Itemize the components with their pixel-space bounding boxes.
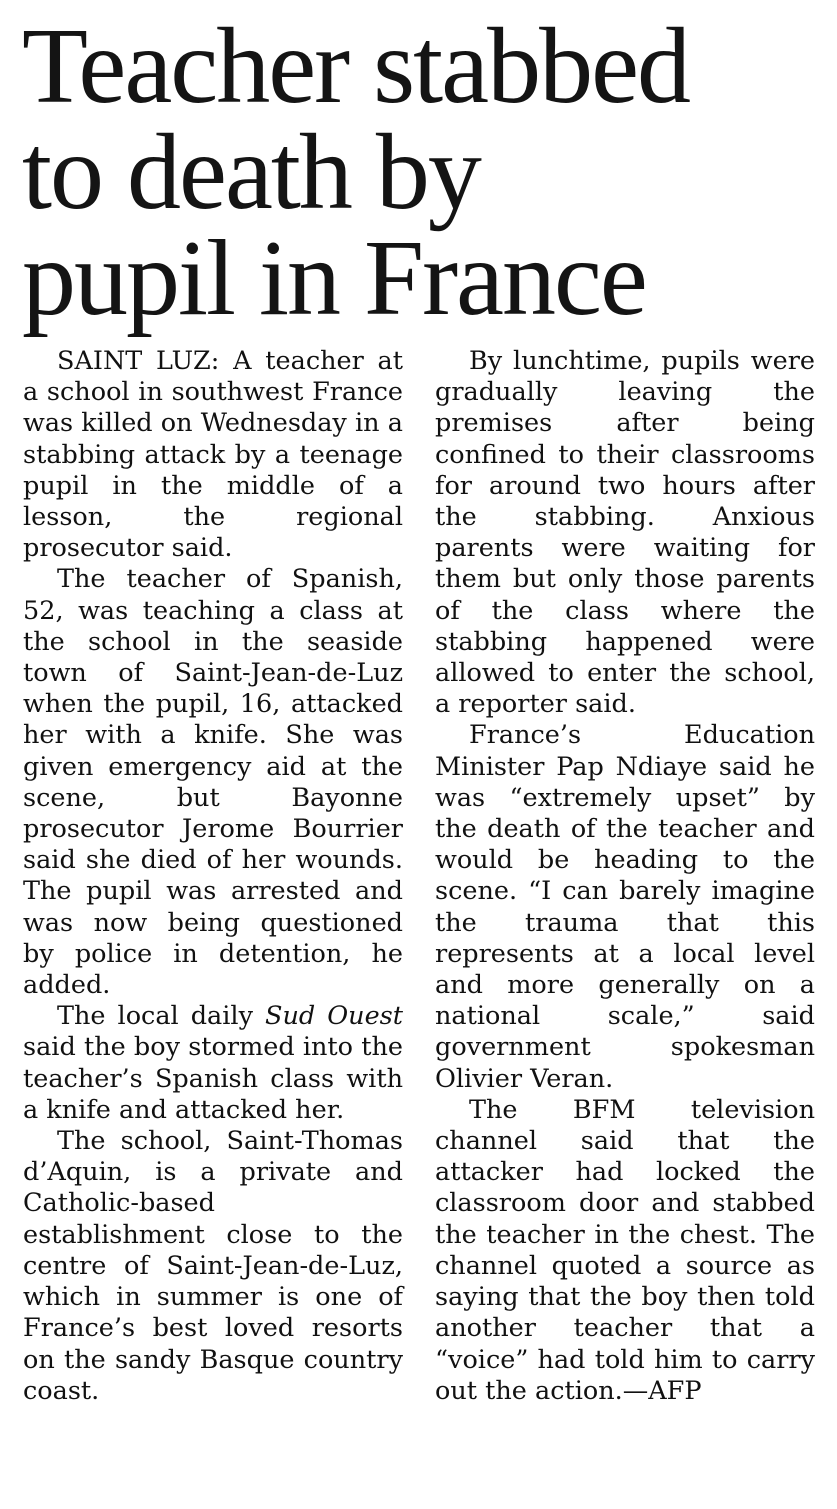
headline — [22, 7, 822, 338]
headline-line-1: Teacher stabbed — [22, 7, 690, 126]
article-column-left — [23, 346, 403, 1407]
paragraph-lunchtime: By lunchtime, pupils were gradually leaving the premises after being confined to their classrooms for around two hours after the stabbing. Anxious parents were waiting for them but only those parents of the class where the stabbing happened were allowed to enter the school, a reporter said. — [435, 346, 815, 720]
paragraph-dateline: SAINT LUZ: A teacher at a school in southwest France was killed on Wednesday in a stabbing attack by a teenage pupil in the middle of a lesson, the regional prosecutor said. — [23, 346, 403, 564]
paragraph-sud-ouest-rest: said the boy stormed into the teacher’s Spanish class with a knife and attacked her. — [23, 1032, 403, 1125]
paragraph-minister: France’s Education Minister Pap Ndiaye said he was “extremely upset” by the death of the teacher and would be heading to the scene. “I can barely imagine the trauma that this represents at a local level and more generally on a national scale,” said government spokesman Olivier Veran. — [435, 720, 815, 1094]
paragraph-sud-ouest-intro: The local daily — [57, 1001, 265, 1032]
paragraph-sud-ouest — [23, 1001, 403, 1126]
paragraph-bfm: The BFM television channel said that the attacker had locked the classroom door and stabbed the teacher in the chest. The channel quoted a source as saying that the boy then told another teacher that a “voice” had told him to carry out the action.—AFP — [435, 1094, 815, 1406]
newspaper-name: Sud Ouest — [265, 1001, 403, 1032]
paragraph-school: The school, Saint-Thomas d’Aquin, is a private and Catholic-based establishment close to the centre of Saint-Jean-de-Luz, which in summer is one of France’s best loved resorts on the sandy Basque country coast. — [23, 1126, 403, 1406]
article-column-right — [435, 346, 815, 1407]
headline-line-3: pupil in France — [22, 219, 646, 338]
headline-line-2: to death by — [22, 113, 480, 232]
paragraph-teacher-details: The teacher of Spanish, 52, was teaching a class at the school in the seaside town of Saint-Jean-de-Luz when the pupil, 16, attacked her with a knife. She was given emergency aid at the scene, but Bayonne prosecutor Jerome Bourrier said she died of her wounds. The pupil was arrested and was now being questioned by police in detention, he added. — [23, 564, 403, 1001]
